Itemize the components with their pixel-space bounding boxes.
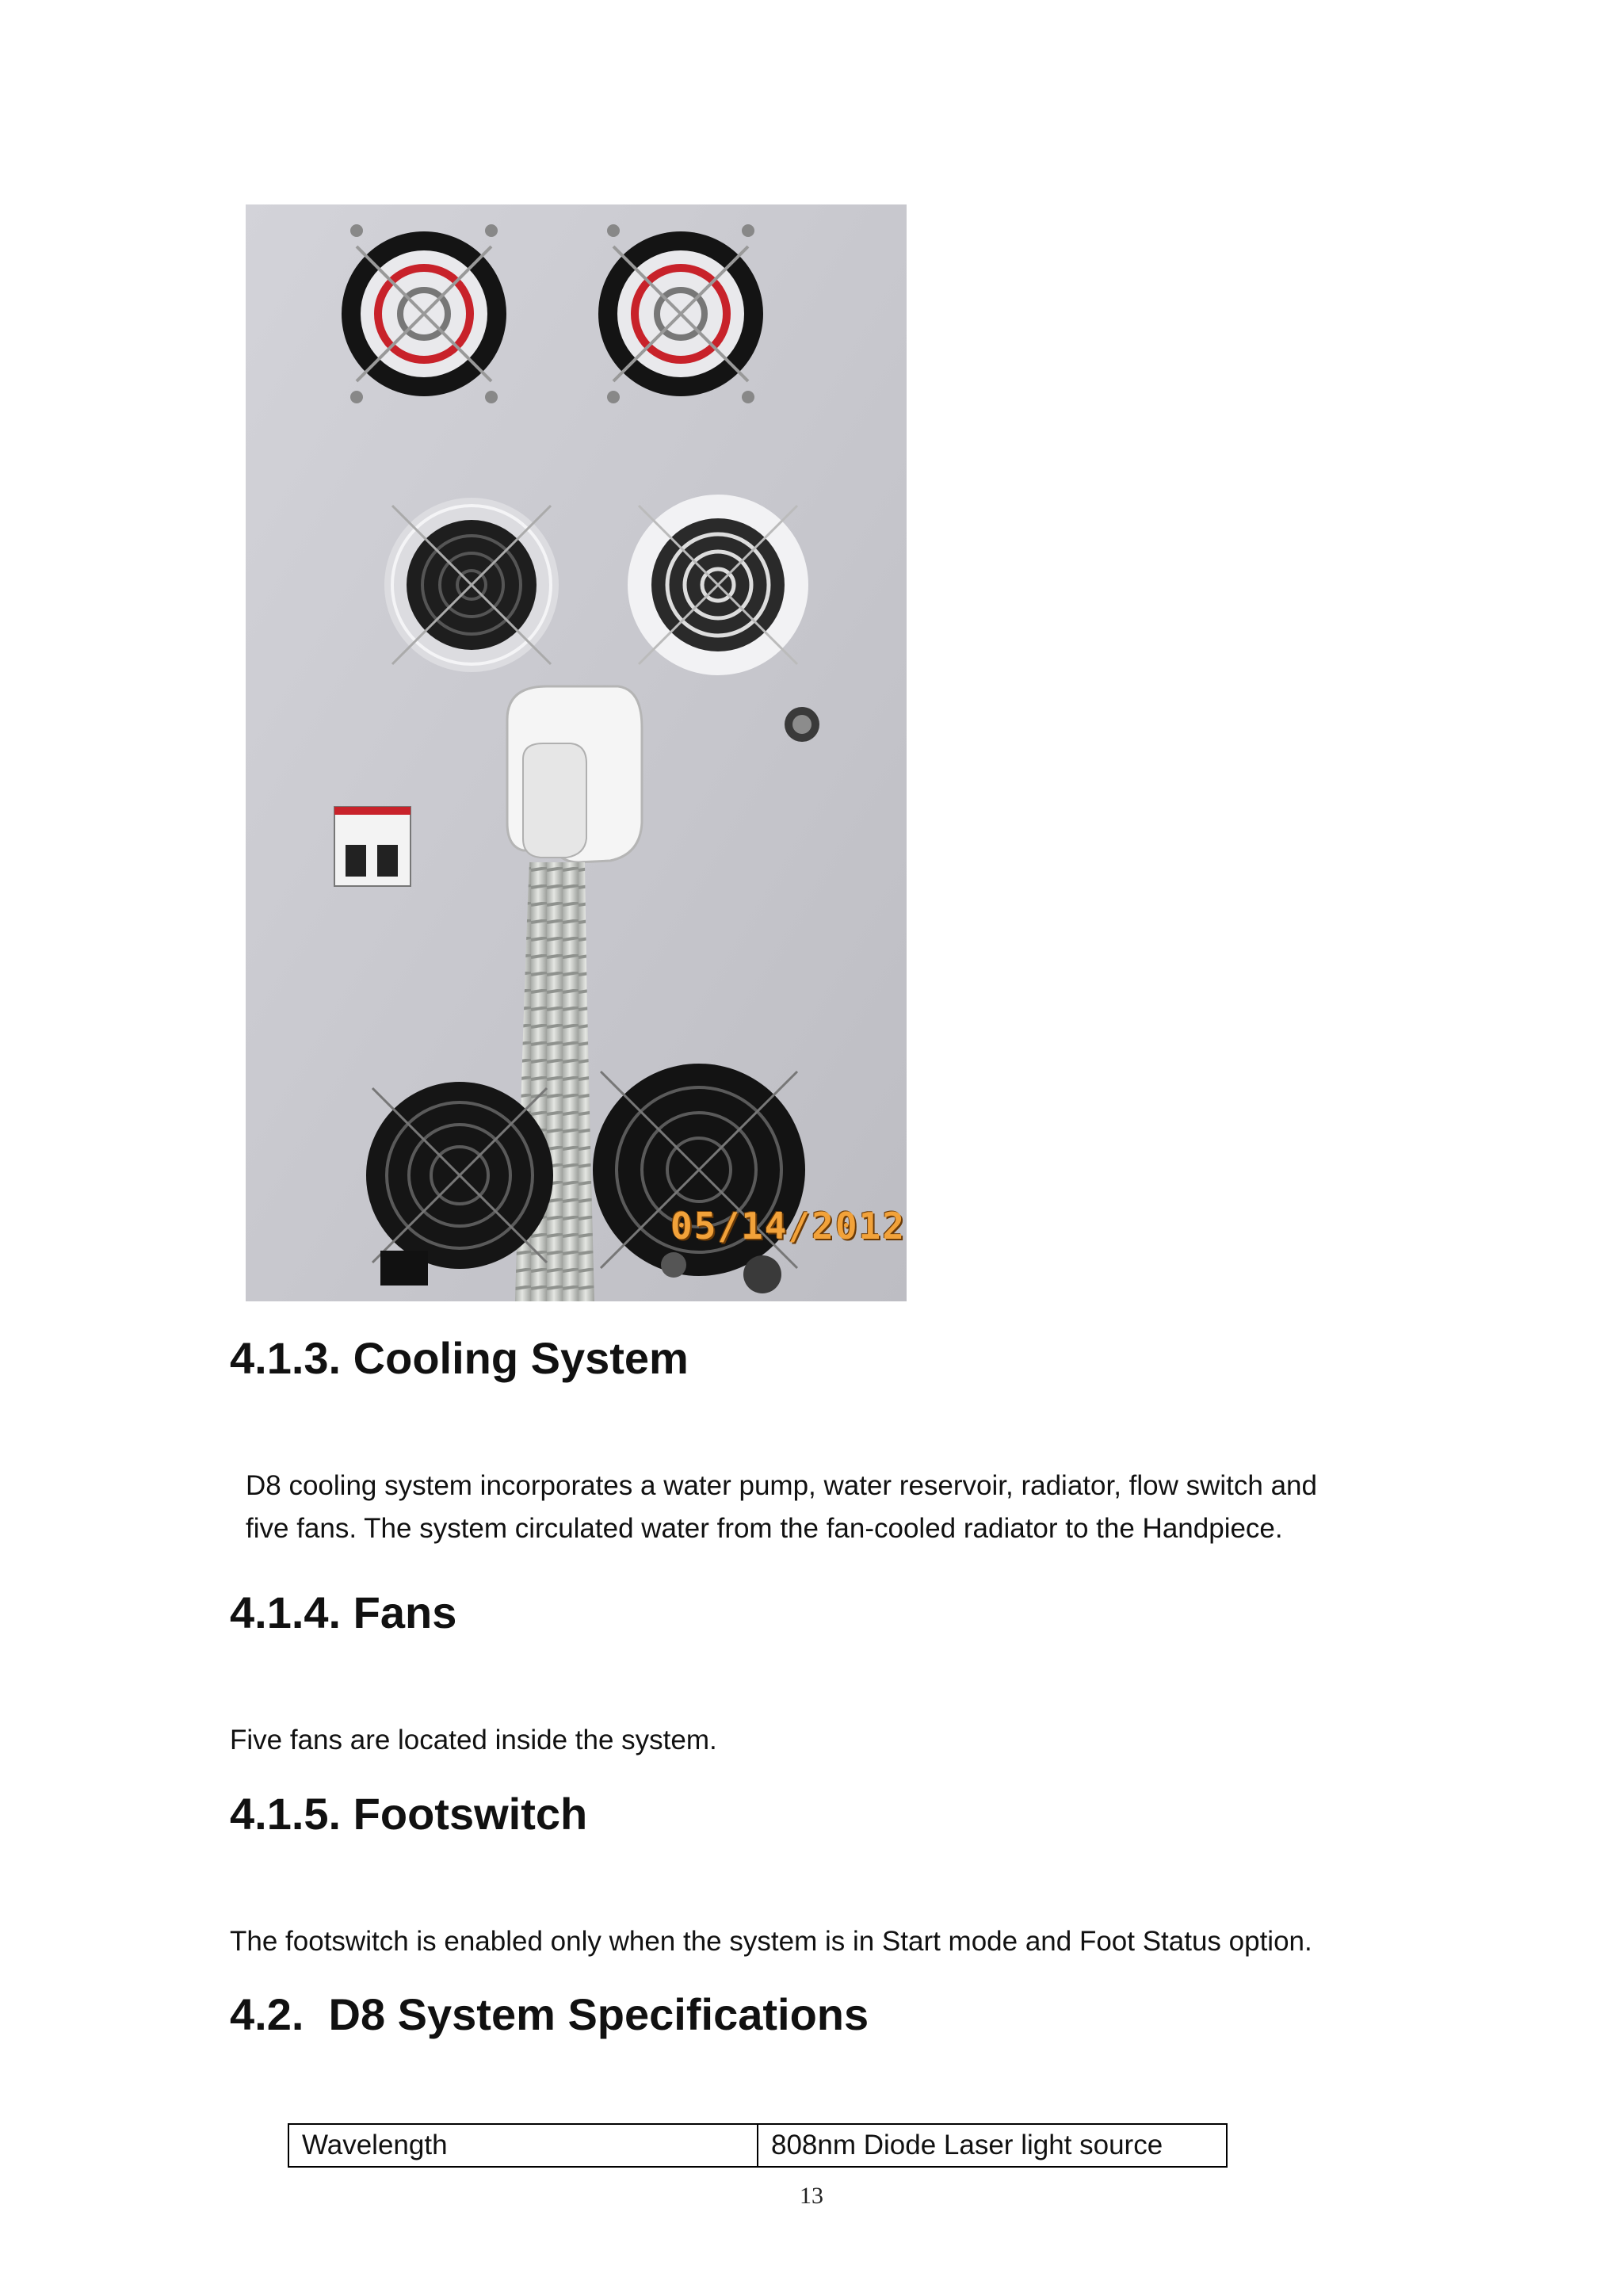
bottom-left-fan	[366, 1082, 553, 1269]
spec-label-cell: Wavelength	[288, 2124, 758, 2167]
circuit-breaker	[334, 807, 411, 886]
power-socket	[380, 1251, 428, 1286]
paragraph-fans	[230, 1719, 717, 1762]
paragraph-footswitch	[230, 1920, 1312, 1963]
heading-fans: 4.1.4. Fans	[230, 1587, 457, 1637]
paragraph-line: D8 cooling system incorporates a water pump, water reservoir, radiator, flow switch and	[246, 1470, 1317, 1501]
table-row	[288, 2124, 1227, 2167]
paragraph-cooling-system	[246, 1465, 1317, 1550]
bottom-port-right	[743, 1255, 781, 1293]
middle-right-fan	[628, 495, 808, 675]
page-number: 13	[800, 2183, 823, 2209]
device-rear-panel-photo	[246, 204, 907, 1301]
connector-port	[785, 707, 819, 742]
paragraph-line: Five fans are located inside the system.	[230, 1725, 717, 1755]
specifications-table	[288, 2123, 1228, 2168]
rear-panel-illustration	[246, 204, 907, 1301]
heading-system-specifications: 4.2. D8 System Specifications	[230, 1989, 869, 2039]
paragraph-line: The footswitch is enabled only when the system is in Start mode and Foot Status option.	[230, 1926, 1312, 1957]
photo-timestamp: 05/14/2012	[670, 1205, 906, 1247]
heading-footswitch: 4.1.5. Footswitch	[230, 1789, 588, 1839]
spec-value-cell: 808nm Diode Laser light source	[758, 2124, 1227, 2167]
paragraph-line: five fans. The system circulated water from the fan-cooled radiator to the Handpiece.	[246, 1513, 1283, 1544]
heading-cooling-system: 4.1.3. Cooling System	[230, 1333, 689, 1383]
bottom-port-left	[661, 1252, 686, 1278]
handpiece-holder	[507, 686, 642, 862]
middle-left-fan	[384, 498, 559, 672]
